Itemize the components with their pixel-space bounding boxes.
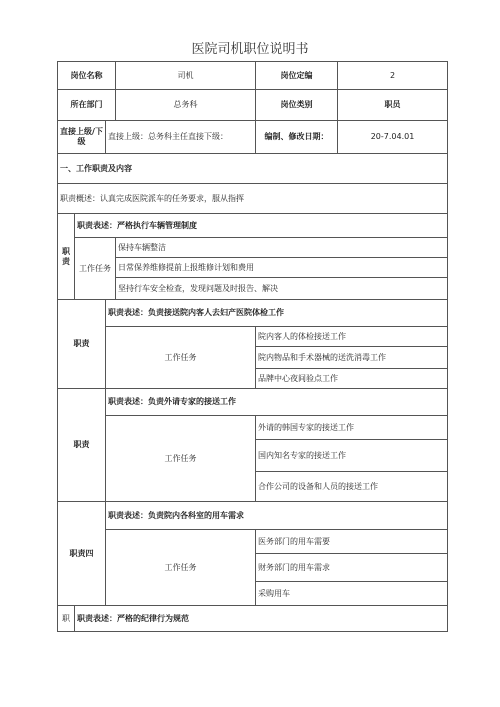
- duty-1-header: [58, 214, 448, 238]
- duty-4-label: 职责四: [58, 502, 106, 606]
- duty-1-task-row: [58, 258, 448, 278]
- post-type-value: 职员: [338, 90, 448, 121]
- post-name-value: 司机: [116, 62, 256, 90]
- duty-3-label: 职责: [58, 389, 106, 502]
- duty-1-task-3: 坚持行车安全检查，发现问题及时报告、解决: [116, 278, 448, 300]
- duty-2-task-row: [58, 327, 448, 347]
- dept-label: 所在部门: [58, 90, 116, 121]
- dept-value: 总务科: [116, 90, 256, 121]
- duty-5-header: [58, 606, 448, 632]
- duty-3-task-2: 国内知名专家的接送工作: [256, 440, 448, 472]
- duty-1-task-2: 日常保养维修提前上报维修计划和费用: [116, 258, 448, 278]
- duty-4-task-row: [58, 530, 448, 554]
- edit-date-value: 20-7.04.01: [338, 121, 448, 154]
- section-row: [58, 154, 448, 184]
- duty-4-task-1: 医务部门的用车需要: [256, 530, 448, 554]
- info-row-3: [58, 121, 448, 154]
- duty-overview: 职责概述：认真完成医院派车的任务要求，服从指挥: [58, 184, 448, 214]
- duty-3-task-row: [58, 416, 448, 440]
- overview-row: [58, 184, 448, 214]
- superior-value: 直接上级：总务科主任直接下级：: [106, 121, 256, 154]
- info-row-2: [58, 90, 448, 121]
- duty-1-label: 职责: [58, 214, 75, 300]
- duty-2-label: 职责: [58, 300, 106, 389]
- duty-1-task-1: 保持车辆整洁: [116, 238, 448, 258]
- post-type-label: 岗位类别: [256, 90, 338, 121]
- duty-5-desc: 职责表述：严格的纪律行为规范: [75, 606, 448, 632]
- info-row-1: [58, 62, 448, 90]
- job-description-table: [57, 61, 448, 632]
- duty-2-desc: 职责表述：负责接送院内客人去妇产医院体检工作: [106, 300, 448, 327]
- post-quota-label: 岗位定编: [256, 62, 338, 90]
- duty-1-task-label: 工作任务: [75, 238, 116, 300]
- duty-2-task-1: 院内客人的体检接送工作: [256, 327, 448, 347]
- duty-2-header: [58, 300, 448, 327]
- duty-2-task-label: 工作任务: [106, 327, 256, 389]
- superior-label: 直接上级/下级: [58, 121, 106, 154]
- duty-4-header: [58, 502, 448, 530]
- duty-4-task-label: 工作任务: [106, 530, 256, 606]
- duty-4-desc: 职责表述：负责院内各科室的用车需求: [106, 502, 448, 530]
- duty-1-task-row: [58, 238, 448, 258]
- duty-4-task-2: 财务部门的用车需求: [256, 554, 448, 582]
- edit-date-label: 编制、修改日期：: [256, 121, 338, 154]
- duty-3-desc: 职责表述：负责外请专家的接送工作: [106, 389, 448, 416]
- duty-5-label: 职: [58, 606, 75, 632]
- document-title: 医院司机职位说明书: [191, 42, 309, 57]
- post-quota-value: 2: [338, 62, 448, 90]
- section-title: 一、工作职责及内容: [58, 154, 448, 184]
- duty-1-desc: 职责表述：严格执行车辆管理制度: [75, 214, 448, 238]
- duty-2-task-2: 院内物品和手术器械的送洗消毒工作: [256, 347, 448, 369]
- duty-4-task-3: 采购用车: [256, 582, 448, 606]
- post-name-label: 岗位名称: [58, 62, 116, 90]
- duty-3-task-label: 工作任务: [106, 416, 256, 502]
- duty-3-task-1: 外请的韩国专家的接送工作: [256, 416, 448, 440]
- duty-3-task-3: 合作公司的设备和人员的接送工作: [256, 472, 448, 502]
- duty-1-task-row: [58, 278, 448, 300]
- duty-2-task-3: 品牌中心夜间验点工作: [256, 369, 448, 389]
- duty-3-header: [58, 389, 448, 416]
